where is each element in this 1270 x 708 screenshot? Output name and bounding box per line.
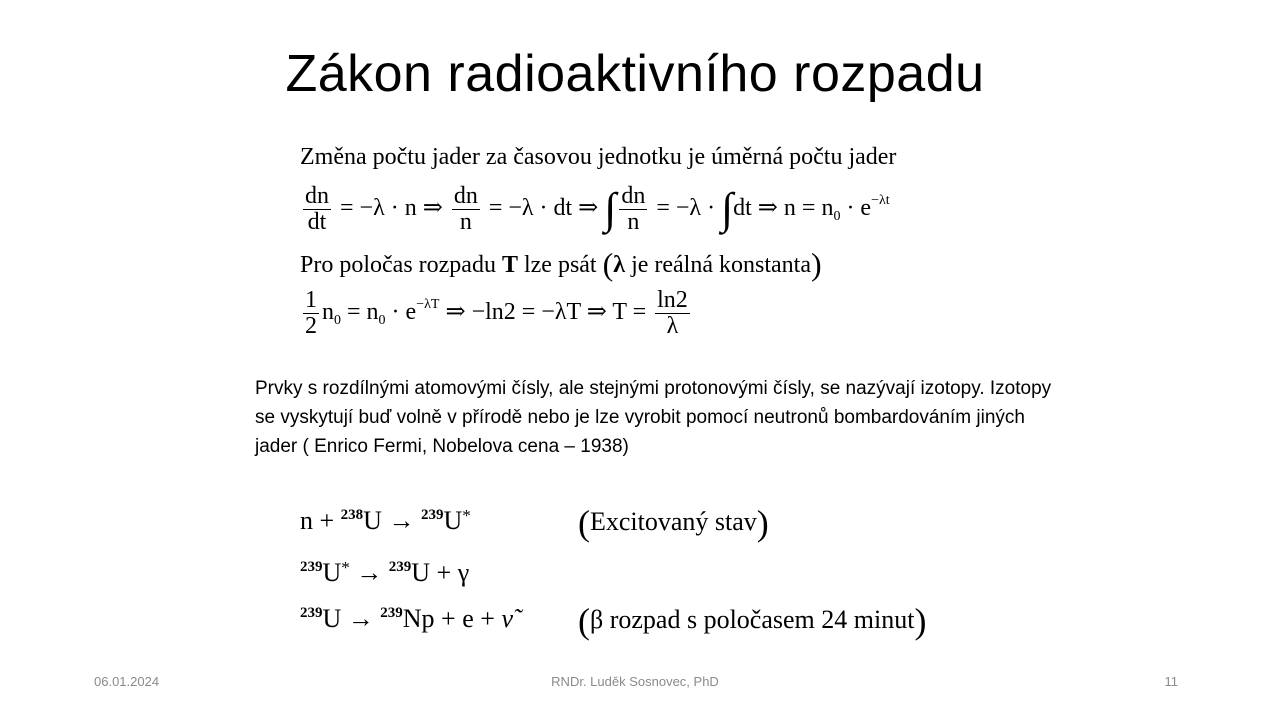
halflife-intro: Pro poločas rozpadu T lze psát (λ je reálná konstanta) xyxy=(300,246,822,282)
decay-law-derivation: $\frac{dn}{dt}$ = −λ · n ⇒ $\frac{dn}{n}$ = −λ · dt ⇒ ∫ $\frac{dn}{n}$ = −λ · ∫dt ⇒ $n = n_0 \cdot e^{-\lambda t}$ xyxy=(305,183,890,236)
decay-law-intro: Změna počtu jader za časovou jednotku je úměrná počtu jader xyxy=(300,144,897,170)
reaction-note-beta: (β rozpad s poločasem 24 minut) xyxy=(578,601,927,641)
footer-date: 06.01.2024 xyxy=(94,674,160,689)
reaction-note-excited: (Excitovaný stav) xyxy=(578,503,769,543)
footer-page-number: 11 xyxy=(1164,674,1178,689)
reaction-gamma-emission: $^{239}$U* → $^{239}$U + γ xyxy=(300,558,470,587)
slide-title: Zákon radioaktivního rozpadu xyxy=(285,45,985,103)
footer-author: RNDr. Luděk Sosnovec, PhD xyxy=(551,674,719,689)
reaction-neutron-capture: n + $^{238}$U → $^{239}$U* xyxy=(300,506,471,535)
isotopes-paragraph: Prvky s rozdílnými atomovými čísly, ale stejnými protonovými čísly, se nazývají izotopy. Izotopy se vyskytují buď volně v přírodě nebo je lze vyrobit pomocí neutronů bombardováním jiných jader ( Enrico Fermi, Nobelova cena – 1938) xyxy=(255,378,1052,457)
halflife-derivation: $\frac{1}{2}$ $n_0 = n_0 \cdot e^{-\lambda T}$ ⇒ −ln2 = −λT ⇒ T = $\frac{\ln 2}{\lambda}$ xyxy=(305,287,688,340)
reaction-beta-decay: $^{239}$U → $^{239}$Np + e + ν̃ xyxy=(300,604,513,633)
